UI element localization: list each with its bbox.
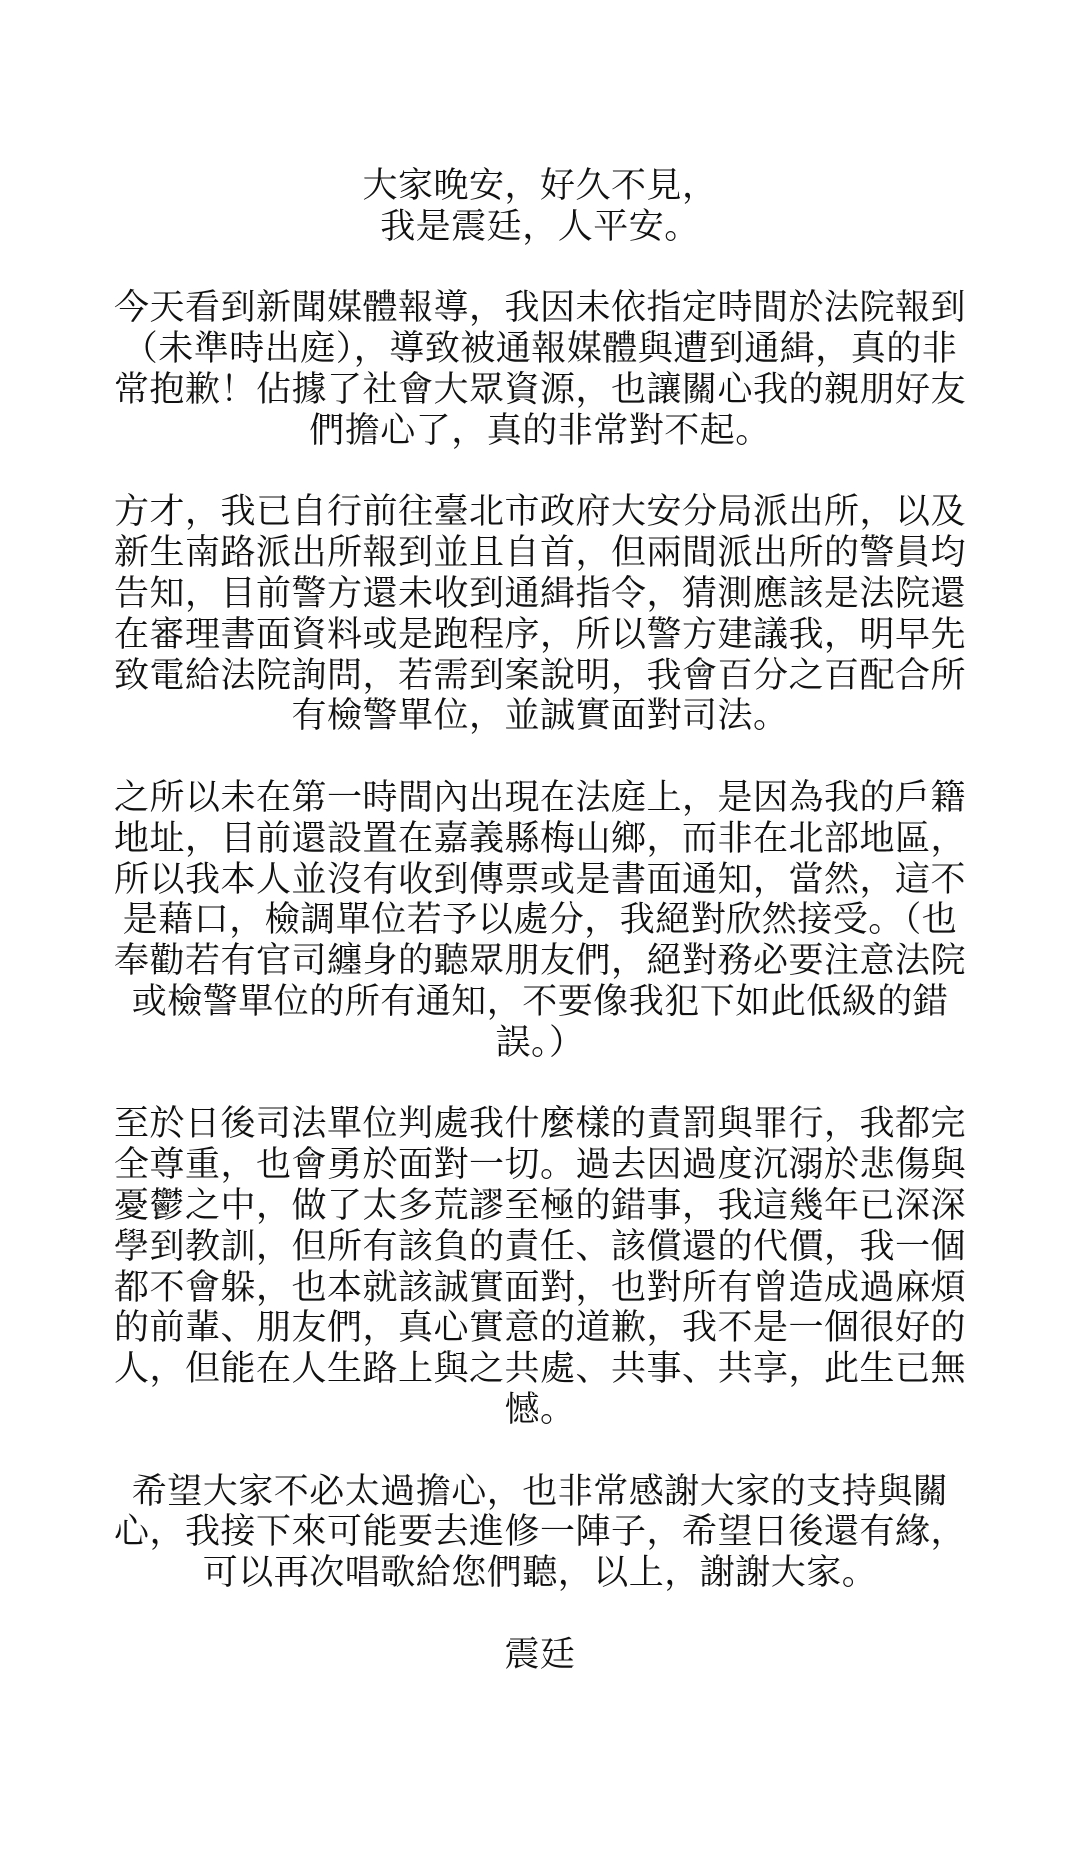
responsibility-line: 至於日後司法單位判處我什麼樣的責罰與罪行，我都完 xyxy=(113,1104,966,1145)
closing-line: 心，我接下來可能要去進修一陣子，希望日後還有緣， xyxy=(113,1512,966,1553)
reason-line: 之所以未在第一時間內出現在法庭上，是因為我的戶籍 xyxy=(113,777,966,818)
responsibility-paragraph xyxy=(80,1104,1000,1430)
greeting-line: 我是震廷，人平安。 xyxy=(380,206,700,247)
apology-line: 今天看到新聞媒體報導，我因未依指定時間於法院報到 xyxy=(113,288,966,329)
apology-line: 常抱歉！佔據了社會大眾資源，也讓關心我的親朋好友 xyxy=(113,369,966,410)
statement-body xyxy=(80,166,1000,1675)
paragraph-gap xyxy=(80,1594,1000,1635)
responsibility-line: 的前輩、朋友們，真心實意的道歉，我不是一個很好的 xyxy=(113,1308,966,1349)
closing-line: 可以再次唱歌給您們聽，以上，謝謝大家。 xyxy=(202,1553,878,1594)
surrender-line: 致電給法院詢問，若需到案說明，我會百分之百配合所 xyxy=(113,655,966,696)
responsibility-line: 人，但能在人生路上與之共處、共事、共享，此生已無 xyxy=(113,1349,966,1390)
responsibility-line: 憾。 xyxy=(504,1389,576,1430)
apology-line: 們擔心了，真的非常對不起。 xyxy=(309,410,771,451)
signature: 震廷 xyxy=(504,1634,576,1675)
paragraph-gap xyxy=(80,1431,1000,1472)
responsibility-line: 憂鬱之中，做了太多荒謬至極的錯事，我這幾年已深深 xyxy=(113,1185,966,1226)
apology-paragraph xyxy=(80,288,1000,451)
paragraph-gap xyxy=(80,248,1000,289)
closing-line: 希望大家不必太過擔心，也非常感謝大家的支持與關 xyxy=(131,1471,949,1512)
surrender-line: 告知，目前警方還未收到通緝指令，猜測應該是法院還 xyxy=(113,573,966,614)
reason-line: 是藉口，檢調單位若予以處分，我絕對欣然接受。（也 xyxy=(122,900,958,941)
responsibility-line: 學到教訓，但所有該負的責任、該償還的代價，我一個 xyxy=(113,1226,966,1267)
paragraph-gap xyxy=(80,1064,1000,1105)
surrender-line: 在審理書面資料或是跑程序，所以警方建議我，明早先 xyxy=(113,614,966,655)
reason-line: 地址，目前還設置在嘉義縣梅山鄉，而非在北部地區， xyxy=(113,818,966,859)
surrender-line: 新生南路派出所報到並且自首，但兩間派出所的警員均 xyxy=(113,533,966,574)
greeting-line: 大家晚安，好久不見， xyxy=(362,166,718,206)
reason-line: 奉勸若有官司纏身的聽眾朋友們，絕對務必要注意法院 xyxy=(113,941,966,982)
surrender-line: 方才，我已自行前往臺北市政府大安分局派出所，以及 xyxy=(113,492,966,533)
apology-line: （未準時出庭），導致被通報媒體與遭到通緝，真的非 xyxy=(122,329,958,370)
reason-line: 或檢警單位的所有通知，不要像我犯下如此低級的錯 xyxy=(131,981,949,1022)
paragraph-gap xyxy=(80,737,1000,778)
paragraph-gap xyxy=(80,452,1000,493)
greeting-paragraph xyxy=(80,166,1000,248)
reason-line: 所以我本人並沒有收到傳票或是書面通知，當然，這不 xyxy=(113,859,966,900)
reason-line: 誤。） xyxy=(495,1022,585,1063)
surrender-paragraph xyxy=(80,492,1000,737)
responsibility-line: 全尊重，也會勇於面對一切。過去因過度沉溺於悲傷與 xyxy=(113,1145,966,1186)
closing-paragraph xyxy=(80,1472,1000,1594)
surrender-line: 有檢警單位，並誠實面對司法。 xyxy=(291,696,789,737)
reason-paragraph xyxy=(80,778,1000,1064)
responsibility-line: 都不會躲，也本就該誠實面對，也對所有曾造成過麻煩 xyxy=(113,1267,966,1308)
